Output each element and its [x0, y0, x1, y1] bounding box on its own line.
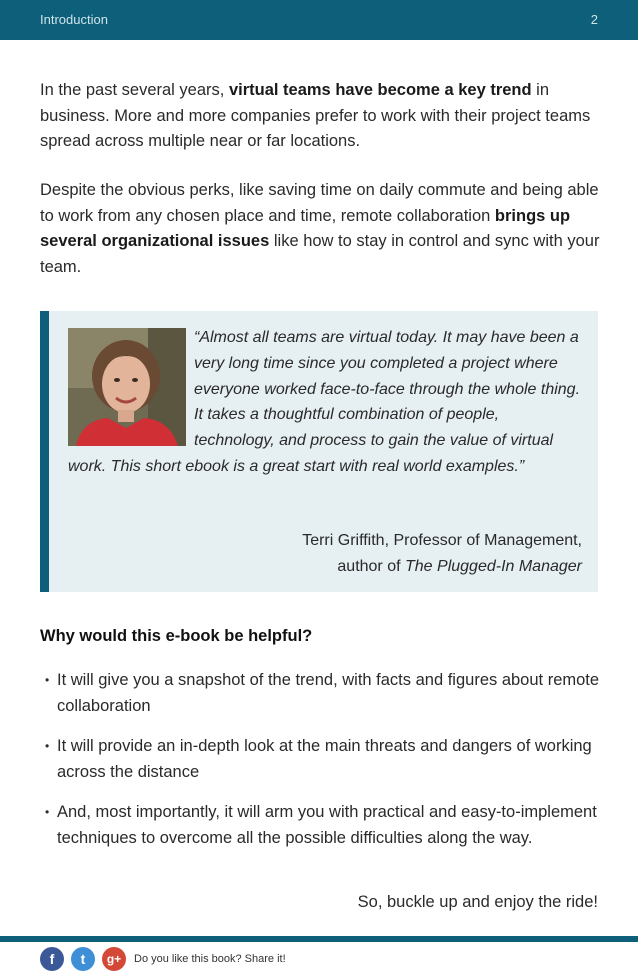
intro-p1-highlight: virtual teams have become a key trend — [228, 81, 532, 99]
quote-paragraph — [68, 325, 583, 480]
intro-p2-text-end: like how to stay in control and sync with your team. — [40, 232, 600, 276]
intro-p2-highlight: brings up several organizational issues — [40, 206, 571, 250]
attribution-book-title: The Plugged-In Manager — [405, 558, 582, 575]
benefits-list — [40, 667, 600, 865]
portrait-spacer — [68, 325, 194, 451]
closing-line: So, buckle up and enjoy the ride! — [357, 893, 598, 911]
intro-p1-text-end: in business. More and more companies prefer to work with their project teams spread across multiple near or far locations. — [40, 81, 591, 150]
page-header — [0, 0, 638, 40]
page-footer — [0, 942, 638, 979]
list-item: • It will give you a snapshot of the trend, with facts and figures about remote collaboration — [40, 667, 600, 719]
list-item: • It will provide an in-depth look at the main threats and dangers of working across the distance — [40, 733, 600, 785]
share-prompt: Do you like this book? Share it! — [134, 953, 286, 965]
page-number: 2 — [590, 12, 598, 27]
facebook-icon[interactable]: f — [40, 947, 64, 971]
quote-attribution — [302, 528, 582, 580]
googleplus-icon[interactable]: g+ — [102, 947, 126, 971]
section-heading: Why would this e-book be helpful? — [40, 627, 313, 645]
twitter-icon[interactable]: t — [71, 947, 95, 971]
intro-p2-text: Despite the obvious perks, like saving time on daily commute and being able to work from any chosen place and time, remote collaboration — [40, 181, 599, 225]
quote-text: “Almost all teams are virtual today. It may have been a very long time since you completed a project where everyone worked face-to-face through the whole thing. It takes a thoughtful combination of people, technology, and process to gain the value of virtual work. This short ebook is a great start with real world examples.” — [68, 329, 581, 475]
intro-p1-text: In the past several years, — [40, 81, 229, 99]
intro-paragraph-2 — [40, 178, 600, 280]
attribution-author: Terri Griffith, Professor of Management, — [302, 532, 582, 549]
testimonial-box — [40, 311, 598, 592]
quote-accent-bar — [40, 311, 49, 592]
attribution-book — [302, 554, 582, 580]
list-item: • And, most importantly, it will arm you with practical and easy-to-implement techniques to overcome all the possible difficulties along the way. — [40, 799, 600, 851]
intro-paragraph-1 — [40, 78, 600, 155]
attribution-book-prefix: author of — [337, 558, 405, 575]
section-title: Introduction — [40, 12, 108, 27]
